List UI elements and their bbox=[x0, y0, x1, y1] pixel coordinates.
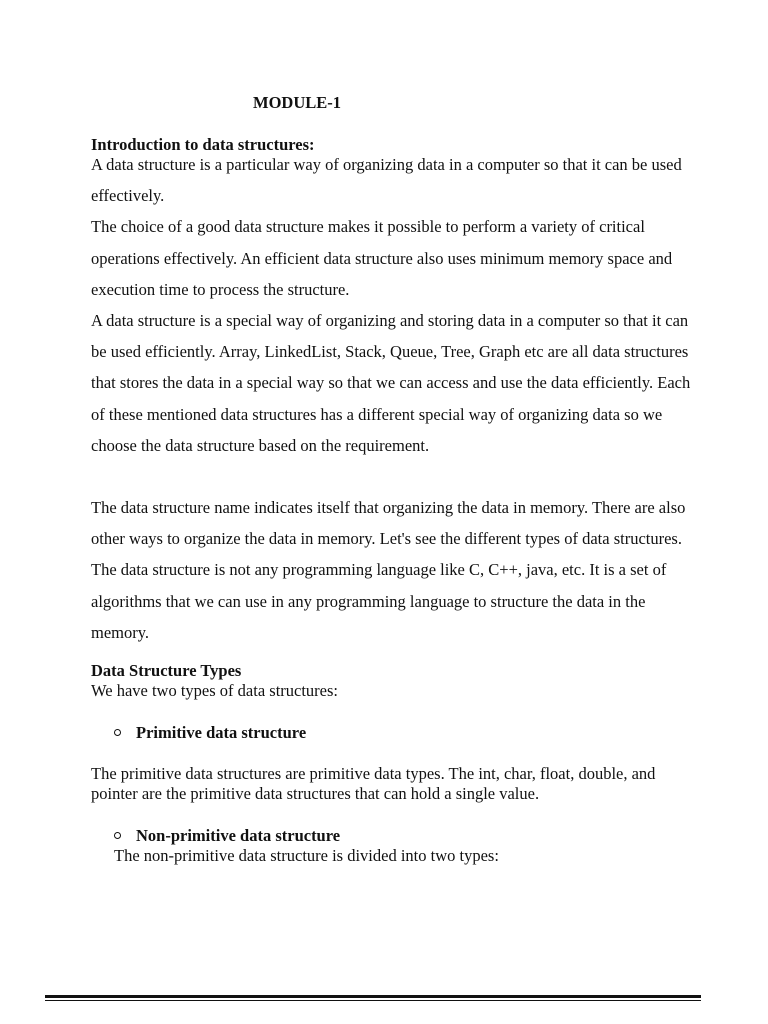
primitive-description: The primitive data structures are primitive data types. The int, char, float, double, and pointer are the primitive data structures that can hold a single value. bbox=[91, 763, 656, 804]
types-intro: We have two types of data structures: bbox=[91, 681, 339, 701]
footer-rule-thick-line bbox=[45, 995, 701, 998]
intro-paragraph-5: The data structure is not any programming language like C, C++, java, etc. It is a set of algorithms that we can use in any programming language to structure the data in the memory. bbox=[91, 560, 667, 642]
primitive-label: Primitive data structure bbox=[136, 722, 307, 742]
primitive-bullet bbox=[91, 723, 691, 743]
types-heading: Data Structure Types bbox=[91, 661, 242, 681]
non-primitive-bullet bbox=[91, 826, 691, 846]
module-title: MODULE-1 bbox=[253, 93, 341, 112]
footer-double-rule bbox=[45, 995, 701, 1002]
intro-paragraph-3: A data structure is a special way of organizing and storing data in a computer so that it can be used efficiently. Array, LinkedList, Stack, Queue, Tree, Graph etc are all data structures that stores the data in a special way so that we can access and use the data efficiently. Each of these mentioned data structures has a different special way of organizing data so we choose the data structure based on the requirement. bbox=[91, 311, 691, 455]
intro-paragraph-1: A data structure is a particular way of organizing data in a computer so that it can be used effectively. bbox=[91, 155, 682, 206]
intro-paragraph-2: The choice of a good data structure makes it possible to perform a variety of critical operations effectively. An efficient data structure also uses minimum memory space and execution time to process the structure. bbox=[91, 217, 673, 299]
paragraph-spacer bbox=[91, 461, 691, 492]
document-body bbox=[91, 135, 691, 866]
hollow-circle-bullet-icon bbox=[114, 729, 121, 736]
hollow-circle-bullet-icon bbox=[114, 832, 121, 839]
non-primitive-description: The non-primitive data structure is divided into two types: bbox=[114, 845, 499, 865]
footer-rule-thin-line bbox=[45, 1000, 701, 1001]
intro-heading: Introduction to data structures: bbox=[91, 135, 315, 154]
non-primitive-label: Non-primitive data structure bbox=[136, 825, 341, 845]
intro-paragraph-4: The data structure name indicates itself that organizing the data in memory. There are also other ways to organize the data in memory. Let's see the different types of data structures. bbox=[91, 498, 686, 549]
